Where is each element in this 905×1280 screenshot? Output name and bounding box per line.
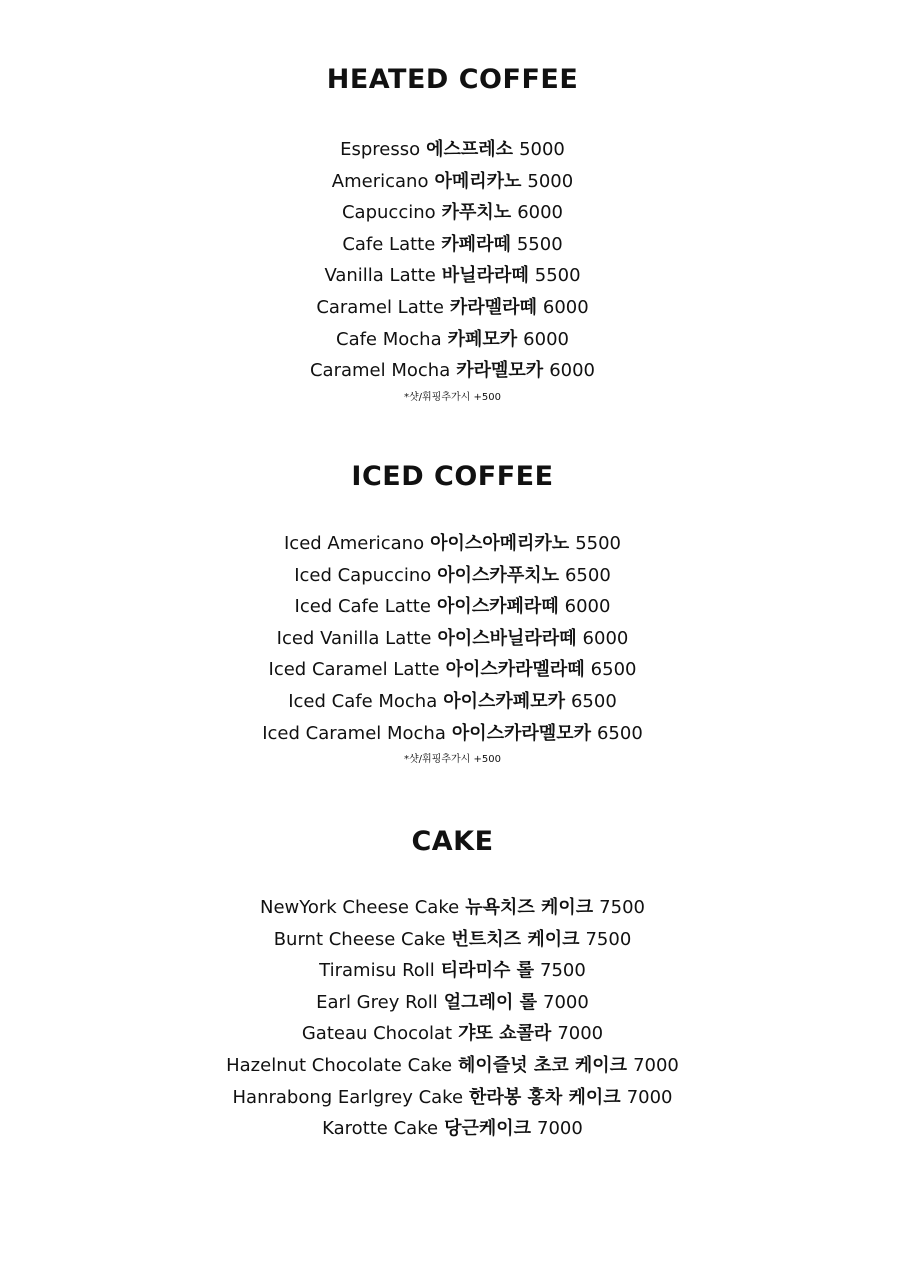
list-item [0, 166, 905, 198]
list-item [0, 1050, 905, 1082]
list-item [0, 1018, 905, 1050]
list-item [0, 987, 905, 1019]
item-name: Iced Caramel Latte [268, 659, 440, 681]
list-item [0, 528, 905, 560]
list-item [0, 292, 905, 324]
item-price: 5000 [527, 170, 574, 192]
item-price: 6000 [582, 627, 629, 649]
item-price: 7000 [626, 1086, 673, 1108]
list-item [0, 924, 905, 956]
item-name: Cafe Mocha [336, 328, 442, 350]
list-item [0, 134, 905, 166]
item-name: Iced Capuccino [294, 564, 432, 586]
item-korean-name: 아이스카라멜모카 [451, 722, 591, 744]
list-item [0, 355, 905, 387]
heated-coffee-list [0, 134, 905, 387]
item-name: Hanrabong Earlgrey Cake [232, 1086, 464, 1108]
item-name: Karotte Cake [322, 1118, 439, 1140]
item-name: Iced Cafe Mocha [288, 690, 438, 712]
item-korean-name: 아이스카라멜라떼 [445, 659, 585, 681]
cake-section [0, 824, 905, 1145]
item-korean-name: 티라미수 롤 [440, 960, 535, 982]
item-korean-name: 바닐라라떼 [441, 265, 529, 287]
item-name: Caramel Latte [316, 296, 444, 318]
item-name: Hazelnut Chocolate Cake [226, 1054, 453, 1076]
item-price: 7000 [557, 1023, 604, 1045]
iced-coffee-section [0, 459, 905, 769]
item-korean-name: 헤이즐넛 초코 케이크 [458, 1054, 628, 1076]
item-price: 5500 [534, 265, 581, 287]
item-price: 7000 [633, 1054, 679, 1076]
item-name: Iced Cafe Latte [294, 596, 431, 618]
item-price: 6500 [596, 722, 643, 744]
item-price: 7500 [585, 928, 632, 950]
item-name: Caramel Mocha [309, 360, 451, 382]
item-korean-name: 얼그레이 롤 [443, 991, 538, 1013]
item-korean-name: 번트치즈 케이크 [451, 928, 580, 950]
item-name: Iced Vanilla Latte [276, 627, 432, 649]
item-korean-name: 아이스카페모카 [443, 690, 565, 712]
item-price: 7000 [537, 1118, 583, 1140]
item-name: Iced Caramel Mocha [262, 722, 446, 744]
item-price: 6000 [542, 296, 589, 318]
item-name: Espresso [340, 139, 421, 160]
item-name: Gateau Chocolat [301, 1023, 453, 1045]
item-korean-name: 한라봉 홍차 케이크 [469, 1086, 621, 1108]
list-item [0, 1082, 905, 1114]
item-name: Burnt Cheese Cake [273, 928, 446, 950]
item-korean-name: 뉴욕치즈 케이크 [465, 897, 594, 918]
item-korean-name: 에스프레소 [426, 139, 514, 160]
heated-coffee-section [0, 62, 905, 407]
item-price: 6000 [564, 596, 611, 618]
list-item [0, 591, 905, 623]
item-price: 7000 [543, 991, 589, 1013]
list-item [0, 197, 905, 229]
item-name: Capuccino [341, 202, 436, 224]
list-item [0, 560, 905, 592]
item-price: 6500 [564, 564, 611, 586]
list-item [0, 260, 905, 292]
item-price: 5000 [519, 139, 565, 160]
item-korean-name: 당근케이크 [444, 1118, 532, 1140]
list-item [0, 686, 905, 718]
section-title-iced-coffee: ICED COFFEE [351, 461, 554, 492]
list-item [0, 1113, 905, 1145]
item-name: Cafe Latte [342, 233, 436, 255]
item-korean-name: 카페라떼 [441, 233, 511, 255]
item-korean-name: 카푸치노 [441, 202, 512, 224]
item-price: 6000 [517, 202, 564, 224]
item-korean-name: 아이스아메리카노 [430, 533, 570, 554]
item-price: 5500 [575, 533, 622, 554]
item-price: 6000 [549, 360, 595, 382]
extra-shot-note: *샷/휘핑추가시 +500 [404, 754, 501, 766]
item-name: NewYork Cheese Cake [260, 897, 460, 918]
item-price: 7500 [540, 960, 586, 982]
item-korean-name: 갸또 쇼콜라 [458, 1023, 552, 1045]
cake-list [0, 892, 905, 1145]
item-name: Tiramisu Roll [319, 960, 435, 982]
item-korean-name: 카라멜모카 [456, 360, 544, 382]
item-korean-name: 아이스카푸치노 [437, 564, 559, 586]
item-korean-name: 아메리카노 [434, 170, 522, 192]
item-name: Iced Americano [283, 533, 425, 554]
extra-shot-note: *샷/휘핑추가시 +500 [404, 391, 501, 403]
item-price: 6500 [570, 690, 617, 712]
item-name: Earl Grey Roll [316, 991, 438, 1013]
list-item [0, 892, 905, 924]
list-item [0, 229, 905, 261]
item-korean-name: 아이스바닐라라떼 [437, 627, 577, 649]
list-item [0, 623, 905, 655]
list-item [0, 654, 905, 686]
item-korean-name: 카페모카 [447, 328, 518, 350]
item-korean-name: 아이스카페라떼 [436, 596, 559, 618]
item-name: Vanilla Latte [324, 265, 436, 287]
item-korean-name: 카라멜라떼 [449, 296, 537, 318]
section-title-heated-coffee: HEATED COFFEE [326, 64, 579, 95]
list-item [0, 718, 905, 750]
iced-coffee-list [0, 528, 905, 749]
list-item [0, 324, 905, 356]
item-name: Americano [331, 170, 429, 192]
section-title-cake: CAKE [411, 826, 494, 857]
item-price: 6000 [523, 328, 569, 350]
item-price: 7500 [599, 897, 645, 918]
item-price: 5500 [516, 233, 563, 255]
list-item [0, 955, 905, 987]
item-price: 6500 [590, 659, 637, 681]
